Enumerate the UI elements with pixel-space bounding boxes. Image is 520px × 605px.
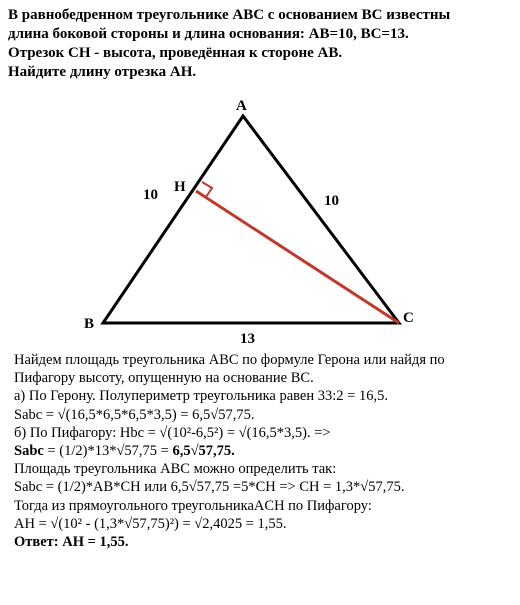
side-label-ab: 10 <box>143 187 158 203</box>
sabc-label: Sabc <box>14 443 44 460</box>
solution-line: Sabc = (1/2)*AB*CH или 6,5√57,75 =5*CH => CH = 1,3*√57,75. <box>14 479 405 496</box>
problem-line: В равнобедренном треугольнике ABC с основанием ВС известны <box>8 7 451 23</box>
vertex-label-h: H <box>174 179 186 195</box>
altitude-ch <box>196 191 399 323</box>
answer-line: Ответ: АН = 1,55. <box>14 534 129 551</box>
solution-line: а) По Герону. Полупериметр треугольника равен 33:2 = 16,5. <box>14 388 388 405</box>
solution-line: Найдем площадь треугольника АВС по формуле Герона или найдя по <box>14 352 445 368</box>
sabc-result: 6,5√57,75. <box>172 443 235 460</box>
sabc-formula: = (1/2)*13*√57,75 = <box>43 443 173 460</box>
solution-line: б) По Пифагору: Hbc = √(10²-6,5²) = √(16,5*3,5). => <box>14 424 331 441</box>
vertex-label-c: C <box>403 310 414 326</box>
solution-line: Площадь треугольника АВС можно определить так: <box>14 461 337 478</box>
solution-line: Пифагору высоту, опущенную на основание ВС. <box>14 370 314 387</box>
problem-line: Отрезок CH - высота, проведённая к стороне AB. <box>8 45 343 61</box>
problem-line: Найдите длину отрезка AH. <box>8 64 197 80</box>
solution-text <box>14 351 514 551</box>
solution-line: Тогда из прямоугольного треугольникаACH по Пифагору: <box>14 497 372 514</box>
triangle-abc <box>103 116 399 323</box>
problem-line: длина боковой стороны и длина основания: AB=10, BC=13. <box>8 26 409 42</box>
side-label-bc: 13 <box>240 331 255 347</box>
side-label-ac: 10 <box>324 193 339 209</box>
solution-line: Sabc = √(16,5*6,5*6,5*3,5) = 6,5√57,75. <box>14 406 255 423</box>
vertex-label-b: B <box>84 316 95 332</box>
solution-line: AH = √(10² - (1,3*√57,75)²) = √2,4025 = 1,55. <box>14 515 287 532</box>
solution-line <box>14 442 514 460</box>
vertex-label-a: A <box>236 98 247 114</box>
